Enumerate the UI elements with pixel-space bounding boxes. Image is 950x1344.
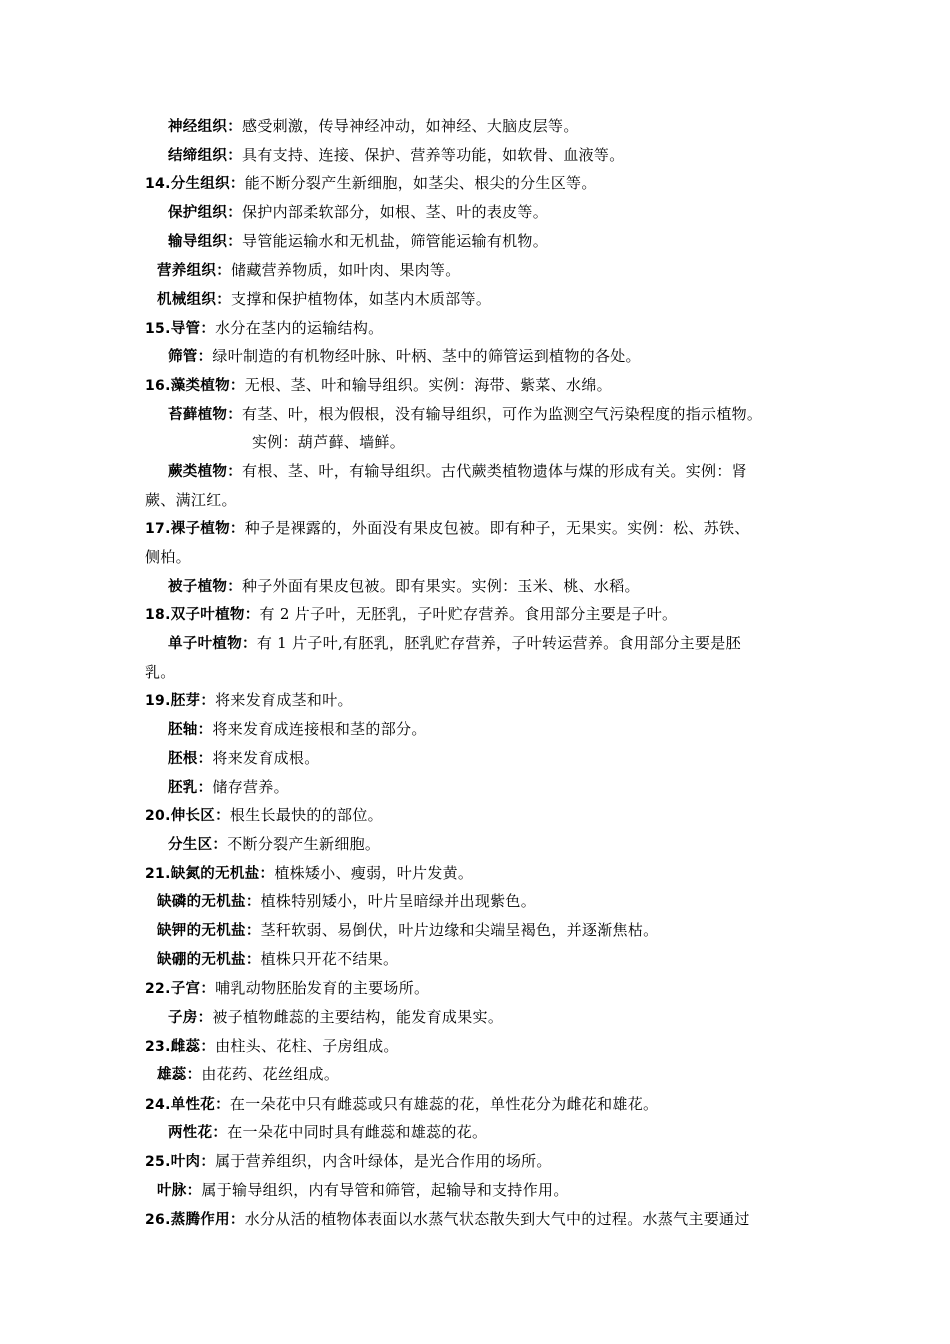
definition-text: 种子外面有果皮包被。即有果实。实例：玉米、桃、水稻。 bbox=[242, 577, 640, 595]
definition-text: 保护内部柔软部分，如根、茎、叶的表皮等。 bbox=[242, 203, 549, 221]
definition-text: 有根、茎、叶，有输导组织。古代蕨类植物遗体与煤的形成有关。实例：肾 bbox=[242, 462, 747, 480]
text-line bbox=[168, 145, 625, 166]
item-number: 15. bbox=[145, 321, 171, 337]
item-number: 23. bbox=[145, 1039, 171, 1055]
definition-text: 属于输导组织，内有导管和筛管，起输导和支持作用。 bbox=[201, 1181, 569, 1199]
text-line bbox=[157, 1180, 569, 1201]
text-line bbox=[168, 576, 640, 597]
text-line bbox=[157, 920, 658, 941]
term-separator: ： bbox=[197, 349, 213, 365]
text-line bbox=[157, 1064, 339, 1085]
definition-text: 不断分裂产生新细胞。 bbox=[227, 835, 381, 853]
item-number: 20. bbox=[145, 808, 171, 824]
text-line bbox=[168, 231, 548, 252]
text-line bbox=[157, 260, 461, 281]
definition-text: 储存营养。 bbox=[212, 778, 289, 796]
item-number: 24. bbox=[145, 1097, 171, 1113]
definition-text: 植株只开花不结果。 bbox=[260, 950, 399, 968]
term-label: 蕨类植物 bbox=[168, 464, 228, 480]
term-separator: ： bbox=[227, 148, 243, 164]
term-label: 叶脉 bbox=[157, 1183, 187, 1199]
term-label: 双子叶植物 bbox=[170, 607, 245, 623]
item-number: 26. bbox=[145, 1212, 171, 1228]
definition-text: 导管能运输水和无机盐，筛管能运输有机物。 bbox=[242, 232, 549, 250]
definition-text: 乳。 bbox=[145, 663, 176, 681]
term-label: 胚轴 bbox=[168, 722, 198, 738]
item-number: 16. bbox=[145, 378, 171, 394]
item-number: 22. bbox=[145, 981, 171, 997]
term-label: 裸子植物 bbox=[170, 521, 230, 537]
term-separator: ： bbox=[245, 952, 261, 968]
term-label: 缺磷的无机盐 bbox=[157, 894, 246, 910]
item-number: 14. bbox=[145, 176, 171, 192]
definition-text: 茎秆软弱、易倒伏，叶片边缘和尖端呈褐色，并逐渐焦枯。 bbox=[260, 921, 659, 939]
term-separator: ： bbox=[200, 1039, 216, 1055]
term-label: 子房 bbox=[168, 1010, 198, 1026]
definition-text: 有 1 片子叶,有胚乳，胚乳贮存营养，子叶转运营养。食用部分主要是胚 bbox=[256, 634, 741, 652]
definition-text: 具有支持、连接、保护、营养等功能，如软骨、血液等。 bbox=[242, 146, 625, 164]
definition-text: 根生长最快的的部位。 bbox=[229, 806, 383, 824]
term-separator: ： bbox=[197, 751, 213, 767]
text-line bbox=[168, 1007, 503, 1028]
term-label: 保护组织 bbox=[168, 205, 228, 221]
item-number: 19. bbox=[145, 693, 171, 709]
text-line bbox=[168, 834, 380, 855]
definition-text: 被子植物雌蕊的主要结构，能发育成果实。 bbox=[212, 1008, 504, 1026]
text-line bbox=[145, 863, 473, 884]
text-line bbox=[168, 719, 427, 740]
text-line bbox=[145, 690, 353, 711]
text-line bbox=[145, 318, 383, 339]
term-label: 雌蕊 bbox=[170, 1039, 201, 1055]
term-separator: ： bbox=[186, 1183, 202, 1199]
text-line bbox=[145, 1036, 399, 1057]
term-separator: ： bbox=[227, 407, 243, 423]
definition-text: 有 2 片子叶，无胚乳，子叶贮存营养。食用部分主要是子叶。 bbox=[259, 605, 678, 623]
term-label: 缺氮的无机盐 bbox=[170, 866, 260, 882]
term-separator: ： bbox=[212, 1125, 228, 1141]
definition-text: 感受刺激，传导神经冲动，如神经、大脑皮层等。 bbox=[242, 117, 579, 135]
text-line bbox=[145, 490, 237, 510]
text-line bbox=[145, 604, 677, 625]
definition-text: 植株矮小、瘦弱，叶片发黄。 bbox=[274, 864, 474, 882]
definition-text: 蕨、满江红。 bbox=[145, 491, 237, 509]
term-separator: ： bbox=[227, 464, 243, 480]
definition-text: 水分从活的植物体表面以水蒸气状态散失到大气中的过程。水蒸气主要通过 bbox=[244, 1210, 750, 1228]
term-label: 叶肉 bbox=[170, 1154, 201, 1170]
term-separator: ： bbox=[229, 176, 245, 192]
text-line bbox=[145, 518, 750, 539]
term-label: 子宫 bbox=[170, 981, 201, 997]
definition-text: 绿叶制造的有机物经叶脉、叶柄、茎中的筛管运到植物的各处。 bbox=[212, 347, 641, 365]
term-separator: ： bbox=[242, 636, 257, 652]
term-separator: ： bbox=[197, 722, 213, 738]
term-label: 导管 bbox=[170, 321, 201, 337]
term-label: 结缔组织 bbox=[168, 148, 228, 164]
term-label: 蒸腾作用 bbox=[170, 1212, 230, 1228]
term-separator: ： bbox=[197, 1010, 213, 1026]
definition-text: 将来发育成连接根和茎的部分。 bbox=[212, 720, 427, 738]
definition-text: 在一朵花中只有雌蕊或只有雄蕊的花，单性花分为雌花和雄花。 bbox=[229, 1095, 659, 1113]
text-line bbox=[145, 1094, 658, 1115]
definition-text: 哺乳动物胚胎发育的主要场所。 bbox=[215, 979, 430, 997]
term-separator: ： bbox=[244, 607, 260, 623]
text-line bbox=[145, 1209, 750, 1230]
term-label: 输导组织 bbox=[168, 234, 228, 250]
text-line bbox=[168, 633, 741, 654]
definition-text: 在一朵花中同时具有雌蕊和雄蕊的花。 bbox=[227, 1123, 488, 1141]
term-separator: ： bbox=[245, 923, 261, 939]
definition-text: 无根、茎、叶和输导组织。实例：海带、紫菜、水绵。 bbox=[244, 376, 612, 394]
term-separator: ： bbox=[200, 981, 216, 997]
term-label: 伸长区 bbox=[170, 808, 216, 824]
term-separator: ： bbox=[216, 263, 232, 279]
definition-text: 由柱头、花柱、子房组成。 bbox=[215, 1037, 399, 1055]
term-label: 营养组织 bbox=[157, 263, 217, 279]
definition-text: 将来发育成根。 bbox=[212, 749, 320, 767]
item-number: 17. bbox=[145, 521, 171, 537]
term-separator: ： bbox=[216, 292, 232, 308]
definition-text: 种子是裸露的，外面没有果皮包被。即有种子，无果实。实例：松、苏铁、 bbox=[244, 519, 750, 537]
text-line bbox=[145, 978, 429, 999]
term-label: 机械组织 bbox=[157, 292, 217, 308]
term-label: 缺钾的无机盐 bbox=[157, 923, 246, 939]
term-separator: ： bbox=[200, 1154, 216, 1170]
text-line bbox=[168, 116, 579, 137]
term-label: 单子叶植物 bbox=[168, 636, 242, 652]
item-number: 25. bbox=[145, 1154, 171, 1170]
term-label: 神经组织 bbox=[168, 119, 228, 135]
definition-text: 侧柏。 bbox=[145, 548, 191, 566]
definition-text: 有茎、叶，根为假根，没有输导组织，可作为监测空气污染程度的指示植物。 bbox=[242, 405, 763, 423]
term-label: 单性花 bbox=[170, 1097, 216, 1113]
term-separator: ： bbox=[200, 321, 216, 337]
term-separator: ： bbox=[200, 693, 216, 709]
text-line bbox=[145, 805, 383, 826]
term-separator: ： bbox=[245, 894, 261, 910]
term-label: 筛管 bbox=[168, 349, 198, 365]
term-separator: ： bbox=[212, 837, 228, 853]
term-label: 藻类植物 bbox=[170, 378, 230, 394]
definition-text: 储藏营养物质，如叶肉、果肉等。 bbox=[231, 261, 461, 279]
text-line bbox=[145, 547, 191, 567]
text-line bbox=[157, 949, 398, 970]
text-line bbox=[168, 461, 747, 482]
text-line bbox=[145, 1151, 552, 1172]
term-separator: ： bbox=[215, 808, 230, 824]
term-separator: ： bbox=[229, 378, 245, 394]
term-separator: ： bbox=[215, 1097, 230, 1113]
term-separator: ： bbox=[227, 234, 243, 250]
term-label: 胚乳 bbox=[168, 780, 198, 796]
term-label: 苔藓植物 bbox=[168, 407, 228, 423]
text-line bbox=[168, 346, 641, 367]
definition-text: 植株特别矮小，叶片呈暗绿并出现紫色。 bbox=[260, 892, 537, 910]
definition-text: 实例：葫芦藓、墙鲜。 bbox=[252, 433, 406, 451]
text-line bbox=[168, 748, 320, 769]
definition-text: 支撑和保护植物体，如茎内木质部等。 bbox=[231, 290, 492, 308]
text-line bbox=[168, 404, 762, 425]
term-label: 两性花 bbox=[168, 1125, 213, 1141]
item-number: 21. bbox=[145, 866, 171, 882]
term-label: 胚芽 bbox=[170, 693, 201, 709]
text-line bbox=[168, 202, 548, 223]
text-line bbox=[157, 289, 491, 310]
term-label: 缺硼的无机盐 bbox=[157, 952, 246, 968]
definition-text: 属于营养组织，内含叶绿体，是光合作用的场所。 bbox=[215, 1152, 552, 1170]
text-line bbox=[145, 662, 176, 682]
definition-text: 能不断分裂产生新细胞，如茎尖、根尖的分生区等。 bbox=[244, 174, 597, 192]
item-number: 18. bbox=[145, 607, 171, 623]
term-separator: ： bbox=[229, 521, 245, 537]
term-label: 雄蕊 bbox=[157, 1067, 187, 1083]
term-label: 分生区 bbox=[168, 837, 213, 853]
term-separator: ： bbox=[186, 1067, 202, 1083]
term-label: 被子植物 bbox=[168, 579, 228, 595]
definition-text: 由花药、花丝组成。 bbox=[201, 1065, 340, 1083]
text-line bbox=[145, 173, 597, 194]
term-label: 胚根 bbox=[168, 751, 198, 767]
term-separator: ： bbox=[197, 780, 213, 796]
text-line bbox=[145, 375, 612, 396]
text-line bbox=[168, 777, 289, 798]
text-line bbox=[168, 1122, 487, 1143]
term-separator: ： bbox=[227, 119, 243, 135]
term-separator: ： bbox=[229, 1212, 245, 1228]
definition-text: 将来发育成茎和叶。 bbox=[215, 691, 353, 709]
term-label: 分生组织 bbox=[170, 176, 230, 192]
term-separator: ： bbox=[227, 205, 243, 221]
definition-text: 水分在茎内的运输结构。 bbox=[215, 319, 384, 337]
term-separator: ： bbox=[227, 579, 243, 595]
text-line bbox=[157, 891, 536, 912]
text-line bbox=[252, 432, 405, 452]
term-separator: ： bbox=[259, 866, 275, 882]
